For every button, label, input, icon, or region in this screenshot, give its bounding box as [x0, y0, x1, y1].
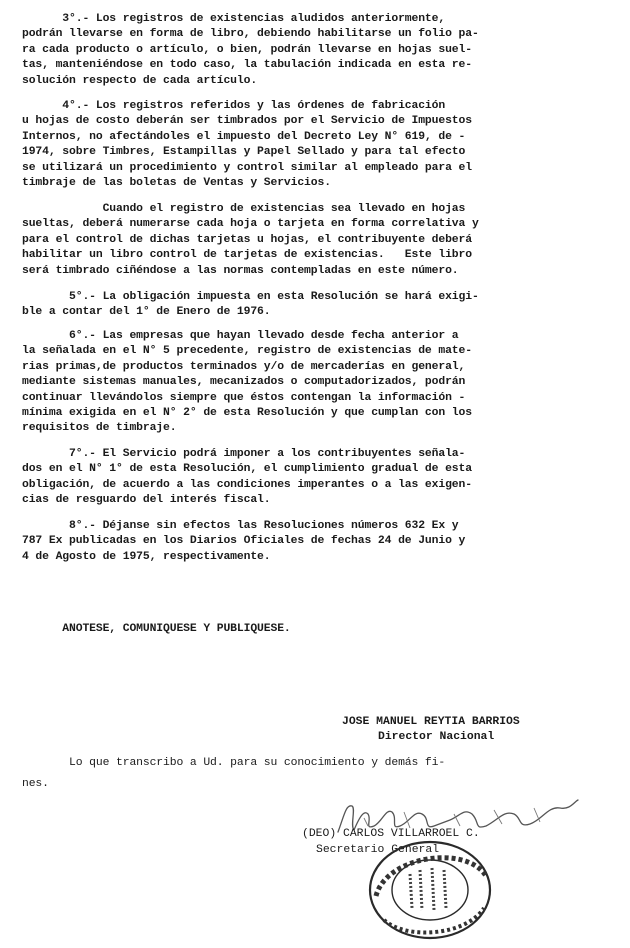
- text-line: mediante sistemas manuales, mecanizados o computadorizados, podrán: [22, 376, 466, 389]
- text-line: se utilizará un procedimiento y control similar al empleado para el: [22, 161, 472, 174]
- paragraph-4: [22, 99, 612, 191]
- text-line: ble a contar del 1° de Enero de 1976.: [22, 306, 271, 319]
- text-line: 8°.- Déjanse sin efectos las Resoluciones números 632 Ex y: [22, 520, 459, 532]
- text-line: mínima exigida en el N° 2° de esta Resolución y que cumplan con los: [22, 406, 472, 419]
- text-line: dos en el N° 1° de esta Resolución, el cumplimiento gradual de esta: [22, 463, 472, 476]
- text-line: 6°.- Las empresas que hayan llevado desde fecha anterior a: [22, 330, 459, 342]
- signatory-name: JOSE MANUEL REYTIA BARRIOS: [342, 716, 520, 728]
- text-line: 3°.- Los registros de existencias aludidos anteriormente,: [22, 13, 446, 25]
- text-line: 4 de Agosto de 1975, respectivamente.: [22, 550, 271, 563]
- text-line: Cuando el registro de existencias sea llevado en hojas: [22, 203, 466, 215]
- text-line: Lo que transcribo a Ud. para su conocimiento y demás fi-: [22, 757, 446, 769]
- paragraph-7: [22, 447, 612, 509]
- paragraph-8: [22, 519, 612, 565]
- text-line: ra cada producto o artículo, o bien, podrán llevarse en hojas suel-: [22, 43, 472, 56]
- text-line: rias primas,de productos terminados y/o de mercaderías en general,: [22, 360, 466, 373]
- text-line: ANOTESE, COMUNIQUESE Y PUBLIQUESE.: [22, 623, 291, 635]
- transcription-paragraph: [22, 756, 612, 793]
- paragraph-3: [22, 12, 612, 89]
- text-line: podrán llevarse en forma de libro, debiendo habilitarse un folio pa-: [22, 28, 479, 41]
- text-line: 7°.- El Servicio podrá imponer a los contribuyentes señala-: [22, 448, 466, 460]
- secretary-title: Secretario General: [316, 844, 440, 856]
- text-line: u hojas de costo deberán ser timbrados por el Servicio de Impuestos: [22, 115, 472, 128]
- text-line: continuar llevándolos siempre que éstos contengan la información -: [22, 391, 466, 404]
- text-line: solución respecto de cada artículo.: [22, 74, 258, 87]
- text-line: la señalada en el N° 5 precedente, registro de existencias de mate-: [22, 345, 472, 358]
- paragraph-5: [22, 290, 612, 321]
- text-line: tas, manteniéndose en todo caso, la tabulación indicada en esta re-: [22, 59, 472, 72]
- text-line: 1974, sobre Timbres, Estampillas y Papel Sellado y para tal efecto: [22, 146, 466, 159]
- secretary-name: (DEO) CARLOS VILLARROEL C.: [302, 828, 480, 840]
- paragraph-6: [22, 329, 612, 437]
- text-line: habilitar un libro control de tarjetas de existencias. Este libro: [22, 249, 472, 262]
- text-line: sueltas, deberá numerarse cada hoja o tarjeta en forma correlativa y: [22, 218, 479, 231]
- text-line: timbraje de las boletas de Ventas y Servicios.: [22, 176, 331, 189]
- text-line: 5°.- La obligación impuesta en esta Resolución se hará exigi-: [22, 291, 479, 303]
- text-line: cias de resguardo del interés fiscal.: [22, 494, 271, 507]
- signatory-title: Director Nacional: [378, 731, 495, 743]
- official-seal: [366, 836, 496, 942]
- text-line: Internos, no afectándoles el impuesto del Decreto Ley N° 619, de -: [22, 130, 466, 143]
- text-line: 4°.- Los registros referidos y las órdenes de fabricación: [22, 100, 446, 112]
- paragraph-registro: [22, 202, 612, 279]
- text-line: nes.: [22, 778, 49, 791]
- text-line: para el control de dichas tarjetas u hojas, el contribuyente deberá: [22, 233, 472, 246]
- closing-formula: [22, 622, 612, 637]
- text-line: 787 Ex publicadas en los Diarios Oficiales de fechas 24 de Junio y: [22, 535, 466, 548]
- text-line: será timbrado ciñéndose a las normas contempladas en este número.: [22, 264, 459, 277]
- text-line: obligación, de acuerdo a las condiciones imperantes o a las exigen-: [22, 478, 472, 491]
- text-line: requisitos de timbraje.: [22, 422, 177, 435]
